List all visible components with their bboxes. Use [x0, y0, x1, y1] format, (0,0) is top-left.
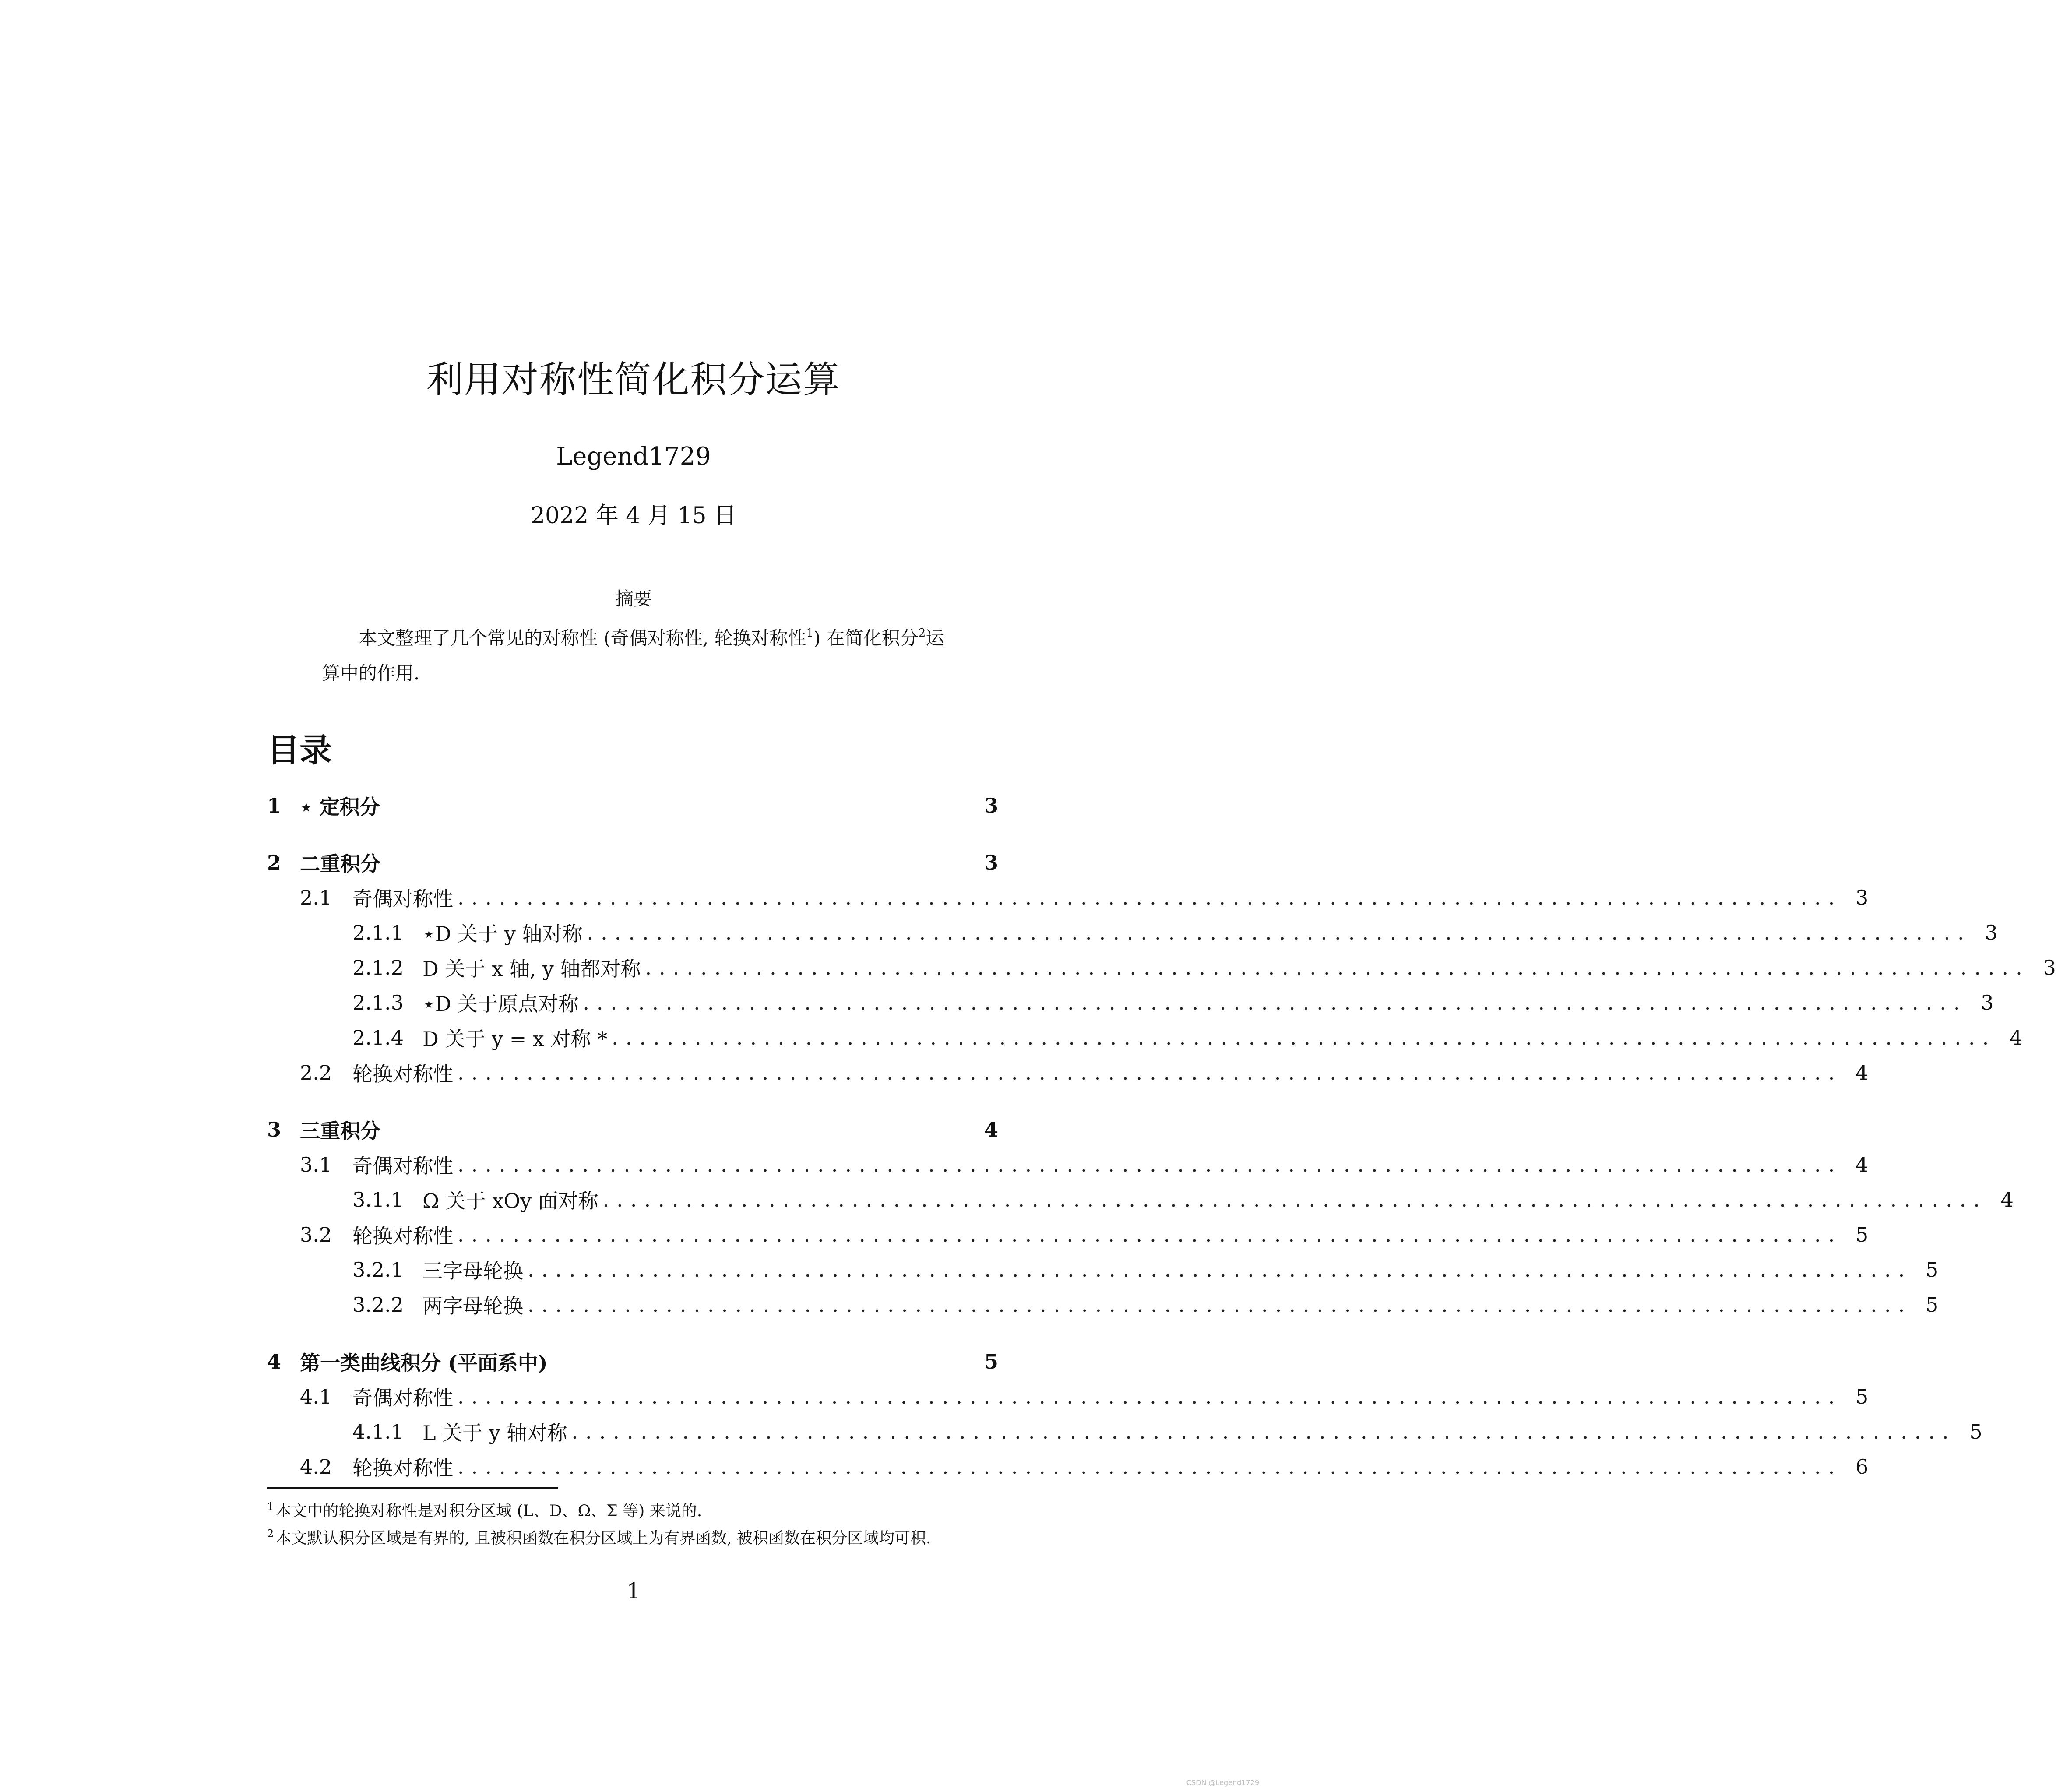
abstract-heading: 摘要 [615, 588, 652, 609]
toc-entry-page: 5 [1925, 1293, 1939, 1317]
toc-entry-page: 4 [2000, 1188, 2014, 1211]
toc-entry-number: 3.1.1 [352, 1188, 404, 1211]
toc-entry-label: 第一类曲线积分 (平面系中) [300, 1351, 548, 1375]
toc-entry-3-2-2[interactable] [267, 1287, 1939, 1322]
toc-entry-2-2[interactable] [267, 1055, 1869, 1090]
toc-entry-4-2[interactable] [267, 1449, 1869, 1484]
toc-entry-number: 4.1 [300, 1385, 332, 1408]
watermark: CSDN @Legend1729 [1186, 1778, 1259, 1787]
toc-entry-2-1-4[interactable] [267, 1020, 2023, 1055]
footnote-2 [267, 1520, 1011, 1547]
toc-entry-page: 4 [2010, 1026, 2023, 1049]
toc-entry-label: ⋆ 定积分 [300, 795, 380, 819]
footnote-text: 本文默认积分区域是有界的, 且被积函数在积分区域上为有界函数, 被积函数在积分区域均可积. [275, 1529, 931, 1547]
toc-entry-label: 轮换对称性 [352, 1456, 453, 1480]
toc-entry-2-1-3[interactable] [267, 985, 1994, 1020]
footnote-ref-2[interactable]: 2 [918, 626, 926, 640]
toc-entry-page: 6 [1855, 1455, 1869, 1479]
document-title: 利用对称性简化积分运算 [426, 358, 841, 401]
toc-entry-number: 2.1.2 [352, 956, 404, 979]
toc-entry-number: 4 [267, 1350, 282, 1373]
toc-leader-dots: .................................................................................................... [458, 886, 1842, 909]
toc-leader-dots: .................................................................................................... [458, 1455, 1842, 1479]
toc-leader-dots: .................................................................................................... [458, 1061, 1842, 1084]
toc-entry-number: 2.1.4 [352, 1026, 404, 1049]
toc-entry-number: 4.2 [300, 1455, 332, 1479]
toc-entry-2[interactable] [267, 845, 998, 880]
toc-entry-number: 3.2.1 [352, 1258, 404, 1282]
toc-entry-3-2[interactable] [267, 1217, 1869, 1252]
toc-entry-3-2-1[interactable] [267, 1252, 1939, 1287]
toc-entry-label: 奇偶对称性 [352, 1386, 453, 1410]
toc-entry-label: 二重积分 [300, 852, 380, 876]
toc-entry-number: 3.2.2 [352, 1293, 404, 1317]
toc-entry-4-1[interactable] [267, 1379, 1869, 1414]
toc-heading: 目录 [267, 732, 332, 769]
toc-entry-label: L 关于 y 轴对称 [422, 1421, 567, 1445]
toc-leader-dots: .................................................................................................... [458, 1153, 1842, 1176]
toc-entry-page: 4 [1855, 1153, 1869, 1176]
toc-entry-3-1-1[interactable] [267, 1182, 2014, 1217]
toc-entry-1[interactable] [267, 788, 998, 823]
toc-entry-page: 4 [984, 1118, 998, 1141]
toc-entry-page: 3 [984, 794, 998, 817]
toc-entry-3-1[interactable] [267, 1147, 1869, 1182]
toc-entry-label: Ω 关于 xOy 面对称 [422, 1189, 598, 1213]
toc-entry-4-1-1[interactable] [267, 1414, 1982, 1449]
toc-leader-dots: .................................................................................................... [602, 1188, 1987, 1211]
toc-entry-label: ⋆D 关于原点对称 [422, 992, 579, 1016]
toc-entry-3[interactable] [267, 1112, 998, 1147]
document-author: Legend1729 [556, 442, 711, 471]
footnote-mark: 1 [267, 1500, 274, 1513]
toc-entry-label: D 关于 x 轴, y 轴都对称 [422, 957, 641, 981]
toc-leader-dots: .................................................................................................... [528, 1293, 1912, 1317]
abstract-text-part1: 本文整理了几个常见的对称性 (奇偶对称性, 轮换对称性 [359, 627, 806, 649]
toc-leader-dots: .................................................................................................... [612, 1026, 1996, 1049]
toc-entry-number: 4.1.1 [352, 1420, 404, 1443]
toc-leader-dots: .................................................................................................... [528, 1258, 1912, 1282]
toc-entry-page: 3 [984, 851, 998, 874]
footnote-text: 本文中的轮换对称性是对积分区域 (L、D、Ω、Σ 等) 来说的. [275, 1502, 702, 1520]
footnote-rule [267, 1487, 558, 1489]
toc-entry-page: 5 [1855, 1385, 1869, 1408]
document-date: 2022 年 4 月 15 日 [530, 503, 737, 529]
footnote-ref-1[interactable]: 1 [806, 626, 814, 640]
toc-entry-page: 3 [1981, 991, 1994, 1014]
abstract-text [322, 621, 948, 691]
toc-entry-label: 轮换对称性 [352, 1224, 453, 1248]
abstract-text-part3: 运算中的作用. [322, 627, 944, 684]
toc-entry-number: 2 [267, 851, 282, 874]
toc-entry-page: 3 [2043, 956, 2056, 979]
toc-entry-number: 1 [267, 794, 282, 817]
toc-leader-dots: .................................................................................................... [587, 921, 1972, 944]
toc-leader-dots: .................................................................................................... [571, 1420, 1956, 1443]
toc-leader-dots: .................................................................................................... [458, 1223, 1842, 1246]
toc-entry-2-1-1[interactable] [267, 915, 1998, 950]
toc-entry-label: 奇偶对称性 [352, 887, 453, 911]
toc-entry-4[interactable] [267, 1344, 998, 1379]
toc-entry-label: ⋆D 关于 y 轴对称 [422, 922, 583, 946]
toc-leader-dots: .................................................................................................... [458, 1385, 1842, 1408]
toc-entry-number: 3 [267, 1118, 282, 1141]
toc-entry-number: 3.2 [300, 1223, 332, 1246]
toc-entry-number: 3.1 [300, 1153, 332, 1176]
abstract-text-part2: ) 在简化积分 [813, 627, 919, 649]
footnote-mark: 2 [267, 1528, 274, 1540]
toc-entry-page: 5 [1969, 1420, 1982, 1443]
toc-entry-label: 两字母轮换 [422, 1294, 523, 1318]
toc-entry-label: D 关于 y = x 对称 * [422, 1027, 608, 1051]
toc-entry-page: 4 [1855, 1061, 1869, 1084]
toc-entry-page: 5 [1925, 1258, 1939, 1282]
toc-entry-number: 2.1.3 [352, 991, 404, 1014]
toc-entry-page: 3 [1985, 921, 1998, 944]
toc-entry-page: 5 [984, 1350, 998, 1373]
toc-entry-page: 3 [1855, 886, 1869, 909]
toc-leader-dots: .................................................................................................... [583, 991, 1968, 1014]
toc-entry-number: 2.1.1 [352, 921, 404, 944]
footnotes [267, 1493, 1011, 1547]
toc-entry-2-1-2[interactable] [267, 950, 2056, 985]
toc-entry-2-1[interactable] [267, 880, 1869, 915]
toc-entry-page: 5 [1855, 1223, 1869, 1246]
footnote-1 [267, 1493, 1011, 1520]
toc-leader-dots: .................................................................................................... [645, 956, 2030, 979]
toc-entry-number: 2.1 [300, 886, 332, 909]
page-number: 1 [627, 1578, 641, 1604]
toc-entry-number: 2.2 [300, 1061, 332, 1084]
toc-entry-label: 轮换对称性 [352, 1062, 453, 1086]
toc-entry-label: 三字母轮换 [422, 1259, 523, 1283]
toc-entry-label: 三重积分 [300, 1119, 380, 1143]
toc-entry-label: 奇偶对称性 [352, 1154, 453, 1178]
